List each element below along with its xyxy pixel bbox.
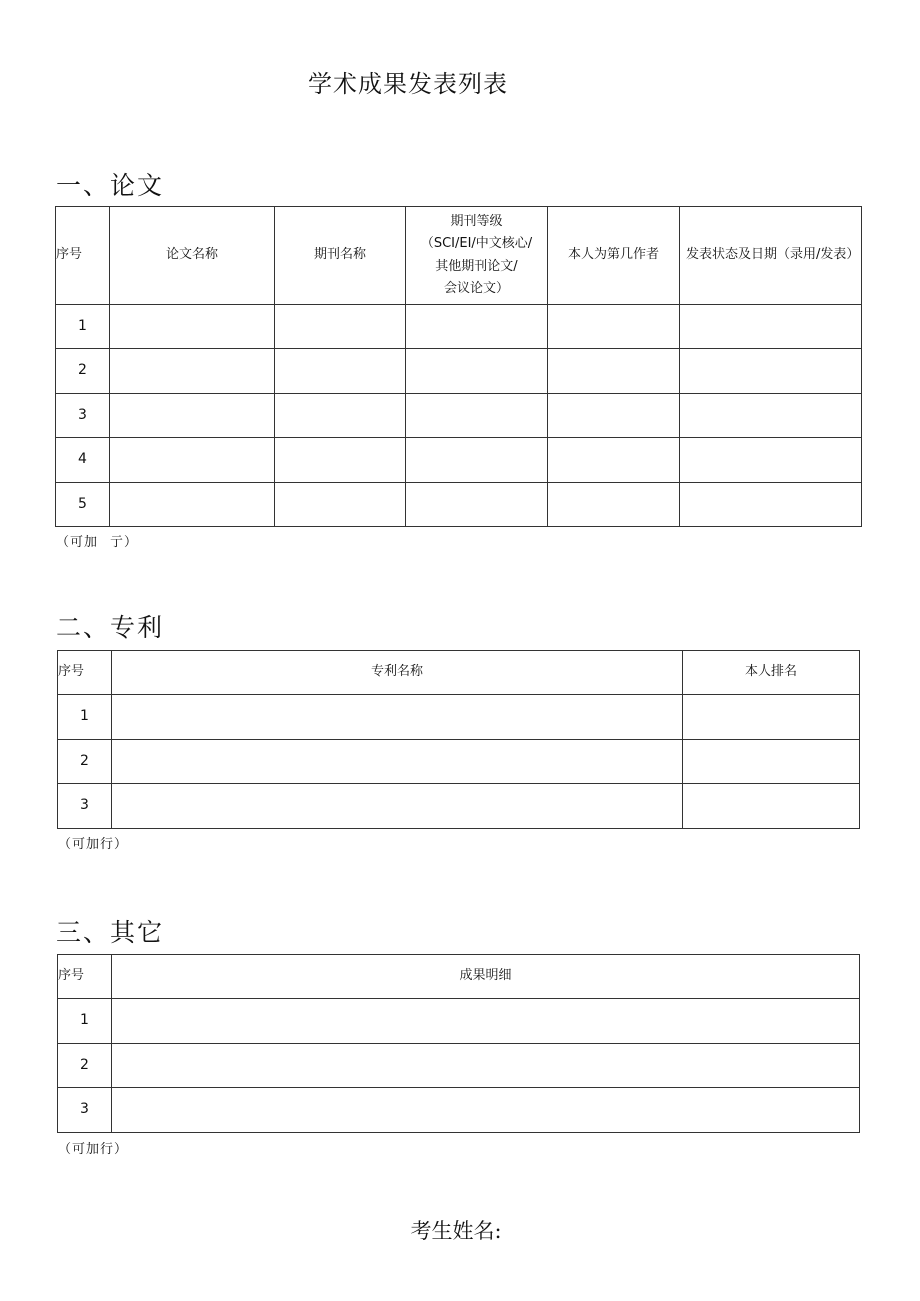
row-number: 2 (58, 1044, 112, 1088)
row-number: 3 (56, 394, 110, 438)
col-achievement-detail: 成果明细 (112, 955, 860, 999)
papers-header-row (56, 207, 862, 305)
candidate-name-label: 考生姓名: (410, 1219, 502, 1243)
publish-status-cell[interactable] (680, 394, 862, 438)
col-patent-name: 专利名称 (112, 651, 683, 695)
papers-heading: 一、论文 (56, 171, 165, 200)
others-header-row (58, 955, 860, 999)
achievement-detail-cell[interactable] (112, 999, 860, 1044)
journal-name-cell[interactable] (275, 438, 406, 483)
row-number: 1 (58, 999, 112, 1044)
col-seq: 序号 (58, 651, 112, 695)
journal-level-line-4: 会议论文） (443, 280, 509, 296)
publish-status-cell[interactable] (680, 438, 862, 483)
author-rank-cell[interactable] (548, 305, 680, 349)
table-row (58, 740, 860, 784)
table-row (58, 1044, 860, 1088)
page-title: 学术成果发表列表 (308, 70, 508, 98)
journal-level-cell[interactable] (406, 305, 548, 349)
patent-name-cell[interactable] (112, 740, 683, 784)
author-rank-cell[interactable] (548, 349, 680, 394)
col-author-rank: 本人为第几作者 (548, 207, 680, 305)
journal-name-cell[interactable] (275, 305, 406, 349)
table-row (58, 784, 860, 829)
journal-level-line-2: （SCI/EI/中文核心/ (420, 236, 533, 252)
row-number: 2 (58, 740, 112, 784)
journal-level-cell[interactable] (406, 349, 548, 394)
paper-name-cell[interactable] (110, 349, 275, 394)
patents-table (57, 650, 860, 829)
papers-table (55, 206, 862, 527)
achievement-detail-cell[interactable] (112, 1088, 860, 1133)
row-number: 3 (58, 784, 112, 829)
papers-add-row-note-start: （可加 (56, 535, 99, 550)
col-publish-status: 发表状态及日期（录用/发表） (680, 207, 862, 305)
patents-header-row (58, 651, 860, 695)
patents-heading: 二、专利 (56, 613, 165, 642)
table-row (56, 438, 862, 483)
publish-status-cell[interactable] (680, 349, 862, 394)
paper-name-cell[interactable] (110, 305, 275, 349)
table-row (58, 999, 860, 1044)
author-rank-cell[interactable] (548, 483, 680, 527)
table-row (56, 349, 862, 394)
patent-rank-cell[interactable] (683, 740, 860, 784)
paper-name-cell[interactable] (110, 483, 275, 527)
row-number: 4 (56, 438, 110, 483)
journal-level-line-3: 其他期刊论文/ (435, 258, 518, 274)
journal-name-cell[interactable] (275, 483, 406, 527)
col-patent-rank: 本人排名 (683, 651, 860, 695)
patent-rank-cell[interactable] (683, 784, 860, 829)
table-row (58, 695, 860, 740)
col-seq: 序号 (58, 955, 112, 999)
achievement-detail-cell[interactable] (112, 1044, 860, 1088)
paper-name-cell[interactable] (110, 438, 275, 483)
row-number: 5 (56, 483, 110, 527)
row-number: 2 (56, 349, 110, 394)
others-add-row-note: （可加行） (58, 1142, 129, 1157)
row-number: 3 (58, 1088, 112, 1133)
others-table (57, 954, 860, 1133)
papers-add-row-note-end: 亍） (110, 535, 139, 550)
journal-level-cell[interactable] (406, 483, 548, 527)
table-row (56, 305, 862, 349)
author-rank-cell[interactable] (548, 438, 680, 483)
publish-status-cell[interactable] (680, 305, 862, 349)
patents-add-row-note: （可加行） (58, 837, 129, 852)
col-paper-name: 论文名称 (110, 207, 275, 305)
others-heading: 三、其它 (56, 918, 165, 947)
col-journal-level (406, 207, 548, 305)
col-journal-name: 期刊名称 (275, 207, 406, 305)
journal-level-cell[interactable] (406, 438, 548, 483)
row-number: 1 (56, 305, 110, 349)
patent-name-cell[interactable] (112, 784, 683, 829)
author-rank-cell[interactable] (548, 394, 680, 438)
table-row (56, 483, 862, 527)
row-number: 1 (58, 695, 112, 740)
paper-name-cell[interactable] (110, 394, 275, 438)
journal-name-cell[interactable] (275, 349, 406, 394)
journal-level-line-1: 期刊等级 (450, 214, 503, 230)
journal-level-cell[interactable] (406, 394, 548, 438)
publish-status-cell[interactable] (680, 483, 862, 527)
table-row (56, 394, 862, 438)
journal-name-cell[interactable] (275, 394, 406, 438)
table-row (58, 1088, 860, 1133)
patent-rank-cell[interactable] (683, 695, 860, 740)
patent-name-cell[interactable] (112, 695, 683, 740)
col-seq: 序号 (56, 207, 110, 305)
